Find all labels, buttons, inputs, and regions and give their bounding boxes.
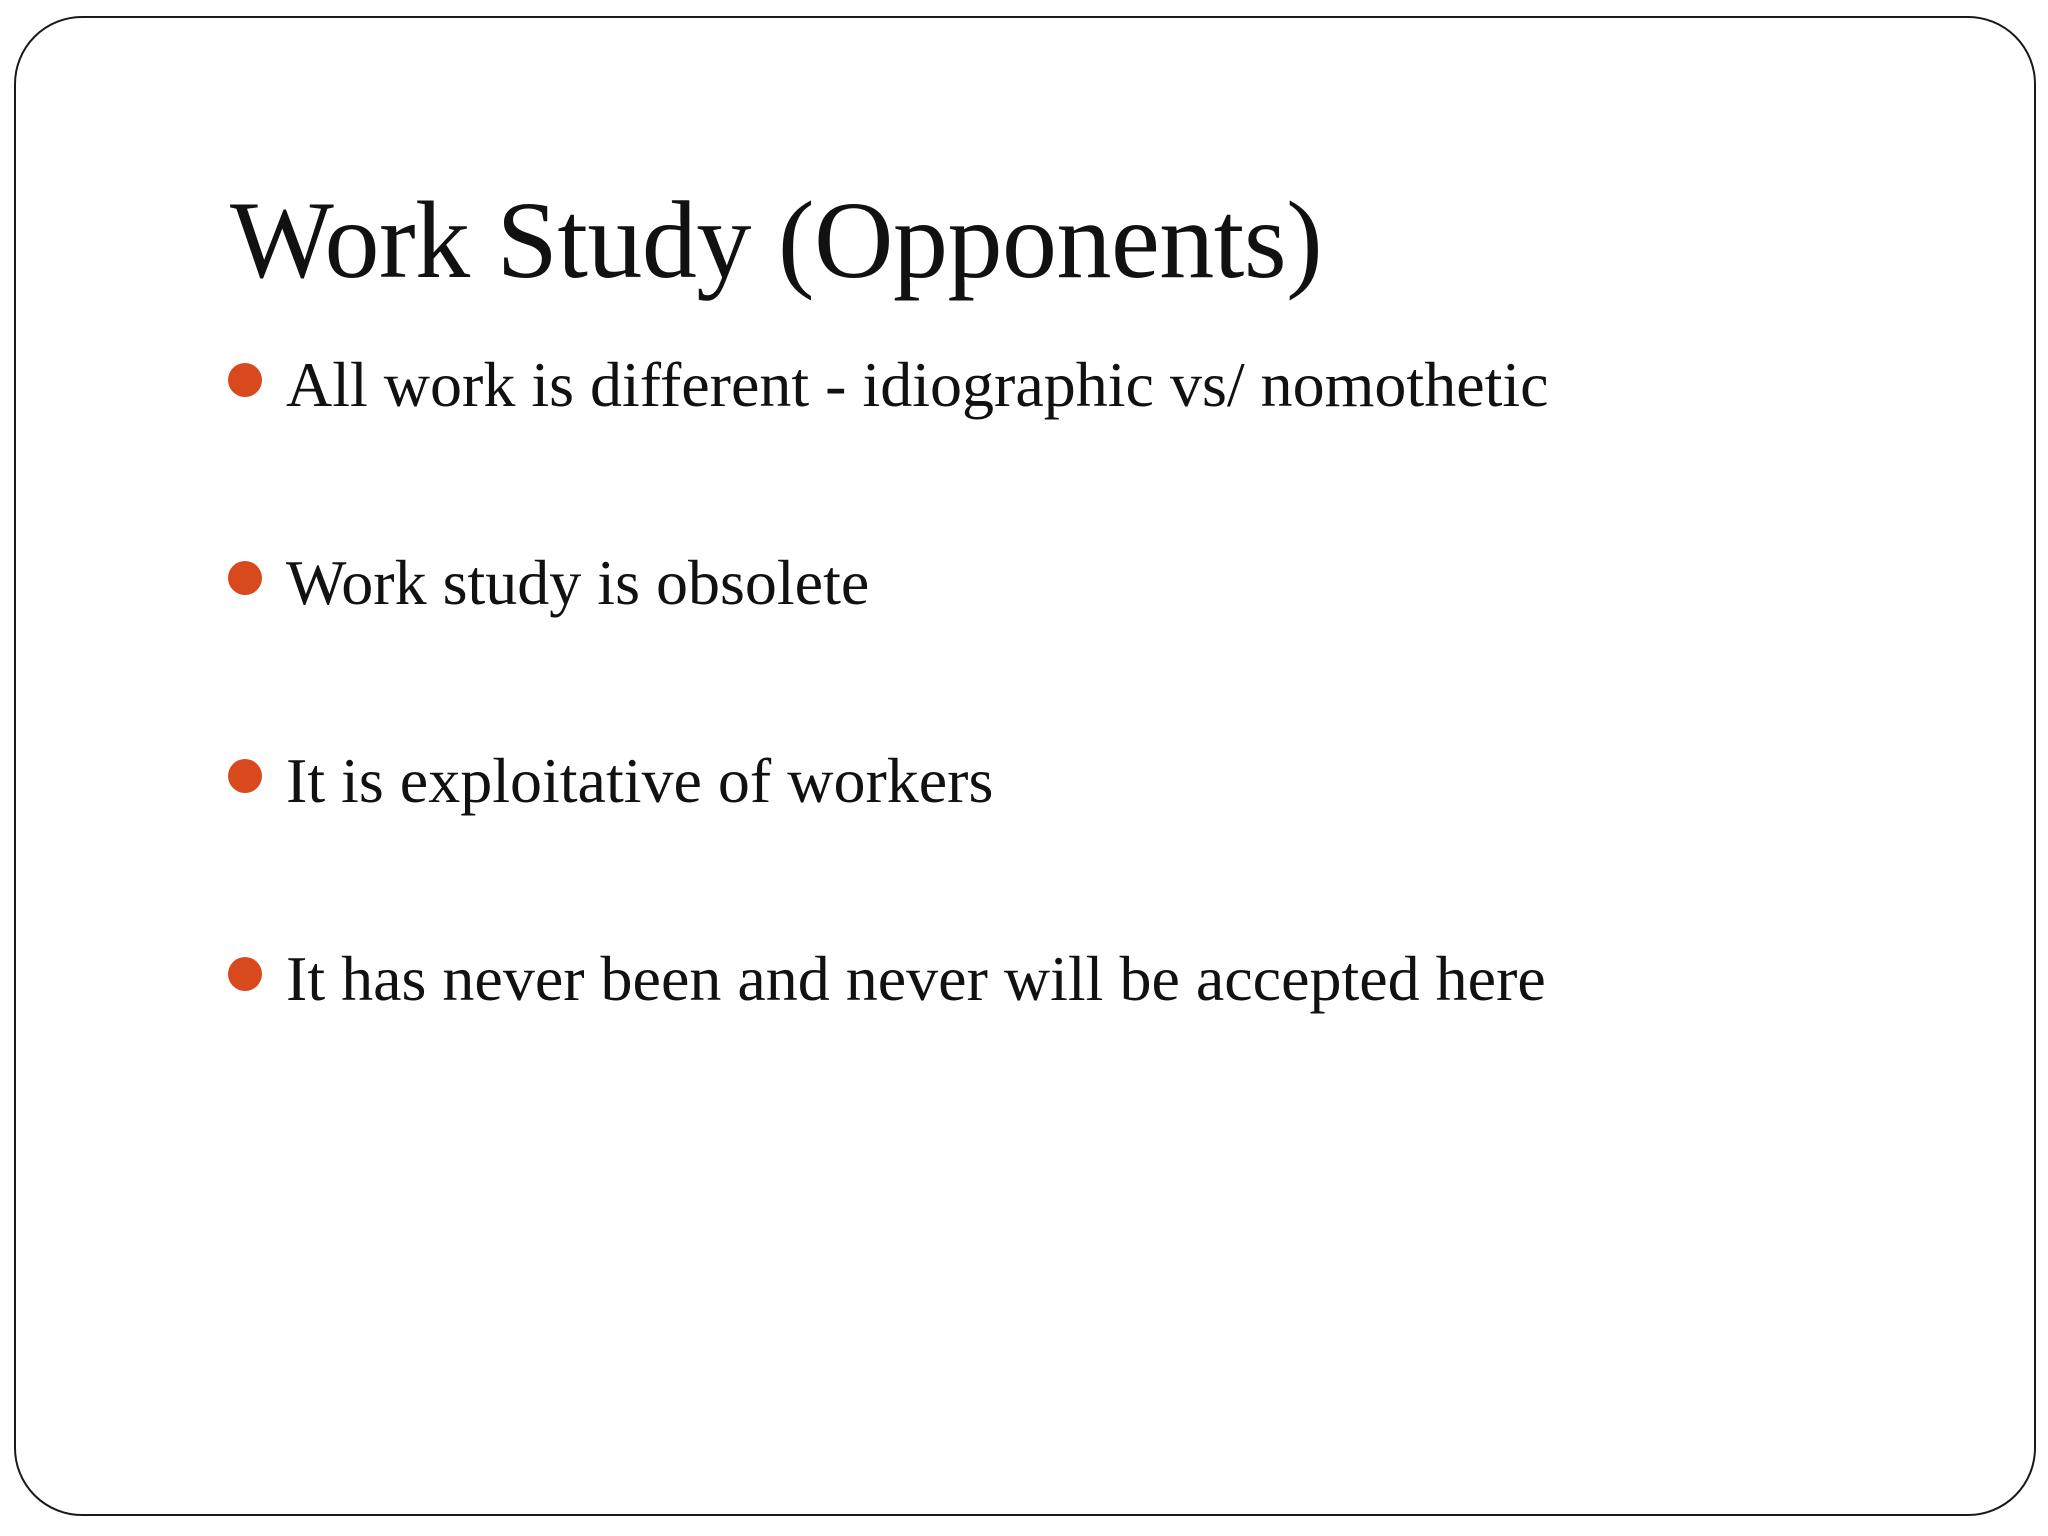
bullet-dot-icon — [228, 561, 262, 595]
bullet-text: Work study is obsolete — [286, 547, 870, 618]
bullet-text: It is exploitative of workers — [286, 745, 994, 816]
bullet-text: All work is different - idiographic vs/ nomothetic — [286, 349, 1549, 420]
bullet-dot-icon — [228, 363, 262, 397]
slide-title: Work Study (Opponents) — [230, 179, 1323, 301]
bullet-dot-icon — [228, 759, 262, 793]
bullet-text: It has never been and never will be accepted here — [286, 943, 1546, 1014]
bullet-dot-icon — [228, 957, 262, 991]
